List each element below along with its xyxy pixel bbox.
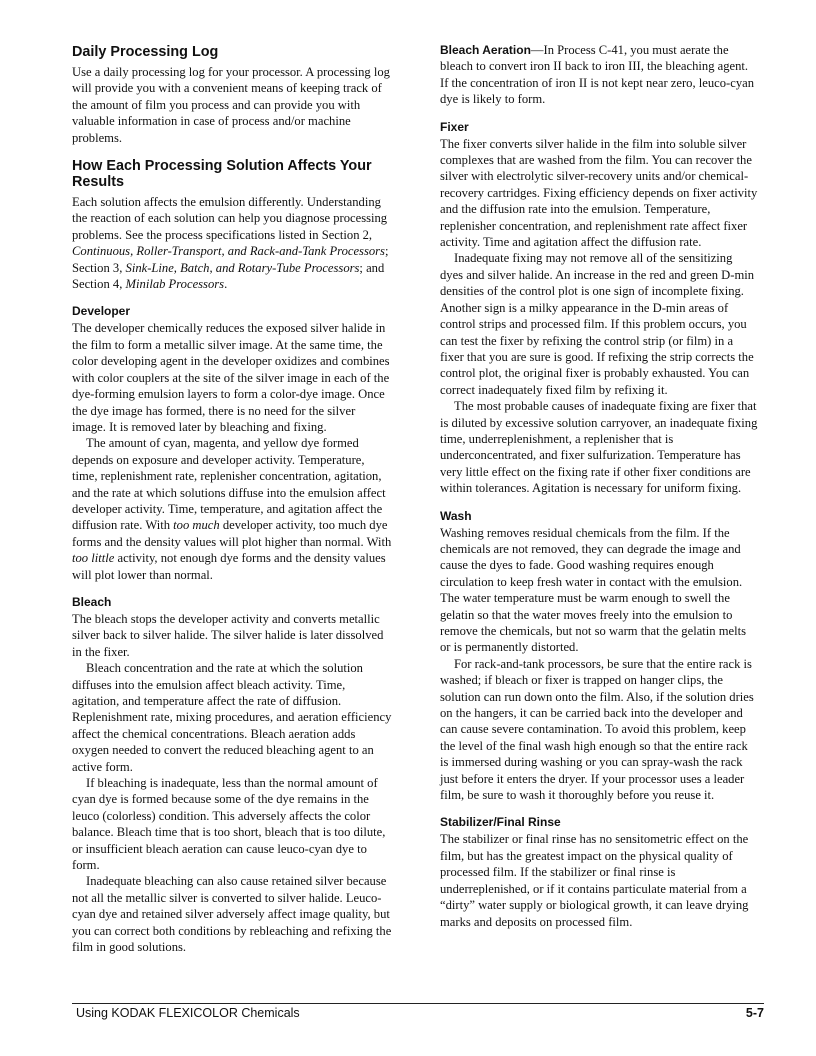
section-daily-processing-log: [72, 44, 392, 146]
paragraph: Bleach concentration and the rate at which the solution diffuses into the emulsion affect bleach activity. Time, agitation, and temperature affect the rate of diffusion. Replenishment rate, mixing procedures, and aeration efficiency affect the chemical concentrations. Bleach aeration adds oxygen needed to convert the reduced bleaching agent to an active form.: [72, 661, 392, 774]
paragraph: The bleach stops the developer activity and converts metallic silver back to silver halide. The silver halide is later dissolved in the fixer.: [72, 611, 384, 659]
section-solution-effects: [72, 158, 392, 292]
page-number: 5-7: [745, 1006, 764, 1020]
section-wash: [440, 509, 758, 804]
heading-wash: Wash: [440, 508, 472, 523]
right-column: [440, 42, 758, 930]
paragraph: Bleach Aeration—In Process C-41, you must aerate the bleach to convert iron II back to iron III, the bleaching agent. If the concentration of iron II is not kept near zero, leuco-cyan dye is likely to form.: [440, 43, 755, 107]
paragraph: The amount of cyan, magenta, and yellow dye formed depends on exposure and developer activity. Temperature, time, replenishment rate, replenisher concentration, agitation, and the rate at which solutions diffuse into the emulsion affect developer activity. Time, temperature, and agitation affect the diffusion rate. With too much developer activity, too much dye forms and the density values will plot higher than normal. With too little activity, not enough dye forms and the density values will plot lower than normal.: [72, 436, 392, 582]
footer-title: Using KODAK FLEXICOLOR Chemicals: [76, 1006, 300, 1020]
section-fixer: [440, 120, 758, 497]
heading-fixer: Fixer: [440, 119, 469, 134]
heading-stabilizer: Stabilizer/Final Rinse: [440, 815, 561, 830]
paragraph: The fixer converts silver halide in the film into soluble silver complexes that are washed from the film. You can recover the silver with electrolytic silver-recovery units and/or chemical-recovery cartridges. Fixing efficiency depends on fixer activity and the diffusion rate into the emulsion. Temperature, replenisher concentration, and replenishment rate affect fixer activity. Time and agitation affect the diffusion rate.: [440, 136, 758, 250]
left-column: [72, 42, 392, 956]
section-bleach: [72, 595, 392, 956]
paragraph: Each solution affects the emulsion differently. Understanding the reaction of each solution can help you diagnose processing problems. See the process specifications listed in Section 2, Continuous, Roller-Transport, and Rack-and-Tank Processors; Section 3, Sink-Line, Batch, and Rotary-Tube Processors; and Section 4, Minilab Processors.: [72, 195, 389, 292]
paragraph: The developer chemically reduces the exposed silver halide in the film to form a metallic silver image. At the same time, the color developing agent in the developer oxidizes and combines with color couplers at the site of the silver image in each of the dye-forming emulsion layers to form a color-dye image. Once the dye image has formed, there is no need for the silver image. It is removed later by bleaching and fixing.: [72, 321, 390, 434]
heading-developer: Developer: [72, 304, 131, 319]
section-bleach-aeration: [440, 42, 758, 108]
paragraph: Inadequate fixing may not remove all of the sensitizing dyes and silver halide. An increase in the red and green D-min densities of the control plot is one sign of incomplete fixing. Another sign is a milky appearance in the D-min areas of control strips and processed film. If this problem occurs, you can test the fixer by refixing the control strip (or film) in a fixer that you are sure is good. If refixing the strip corrects the control plot, the original fixer is probably exhausted. You can correct inadequately fixed film by refixing it.: [440, 251, 755, 397]
paragraph: If bleaching is inadequate, less than the normal amount of cyan dye is formed because some of the dye remains in the leuco (colorless) condition. This adversely affects the color balance. Bleach time that is too short, bleach that is too dilute, or insufficient bleach aeration can cause leuco-cyan dye to form.: [72, 776, 386, 873]
heading-daily-processing-log: Daily Processing Log: [72, 44, 219, 60]
section-developer: [72, 304, 392, 583]
paragraph: Washing removes residual chemicals from the film. If the chemicals are not removed, they can degrade the image and cause the dyes to fade. Good washing requires enough circulation to keep fresh water in contact with the emulsion. The water temperature must be warm enough to swell the gelatin so that the water moves freely into the emulsion to remove the chemicals, but not so warm that the gelatin melts or is permanently distorted.: [440, 525, 747, 655]
runin-bleach-aeration: Bleach Aeration: [440, 43, 531, 57]
section-stabilizer: [440, 815, 758, 929]
paragraph: For rack-and-tank processors, be sure that the entire rack is washed; if bleach or fixer is trapped on hanger clips, the solution can run down onto the film. Also, if the solution dries on the hangers, it can be carried back into the developer and can cause severe contamination. To avoid this problem, keep the level of the final wash high enough so that the entire rack is immersed during washing or you can spray-wash the rack just before it enters the dryer. If your processor uses a leader film, be sure to wash it thoroughly before you reuse it.: [440, 656, 754, 803]
paragraph: Inadequate bleaching can also cause retained silver because not all the metallic silver is converted to silver halide. Leuco-cyan dye and retained silver adversely affect image quality, but you can correct both conditions by rebleaching and refixing the film in good solutions.: [72, 874, 392, 955]
footer-divider: [72, 1003, 764, 1004]
heading-bleach: Bleach: [72, 594, 112, 609]
paragraph: The stabilizer or final rinse has no sensitometric effect on the film, but has the greatest impact on the physical quality of processed film. If the stabilizer or final rinse is underreplenished, or if it contains particulate material from a “dirty” water supply or biological growth, it can leave drying marks and deposits on processed film.: [440, 832, 749, 929]
paragraph: The most probable causes of inadequate fixing are fixer that is diluted by excessive solution carryover, an inadequate fixing time, underreplenishment, a replenisher that is underconcentrated, and fixer sulfurization. Temperature has very little effect on the fixing rate if other fixer conditions are within tolerances. Agitation is necessary for uniform fixing.: [440, 399, 758, 496]
paragraph: Use a daily processing log for your processor. A processing log will provide you with a convenient means of keeping track of the amount of film you process and can provide you with valuable information in case of process and/or machine problems.: [72, 65, 390, 145]
heading-solution-effects: How Each Processing Solution Affects Your Results: [72, 158, 372, 191]
